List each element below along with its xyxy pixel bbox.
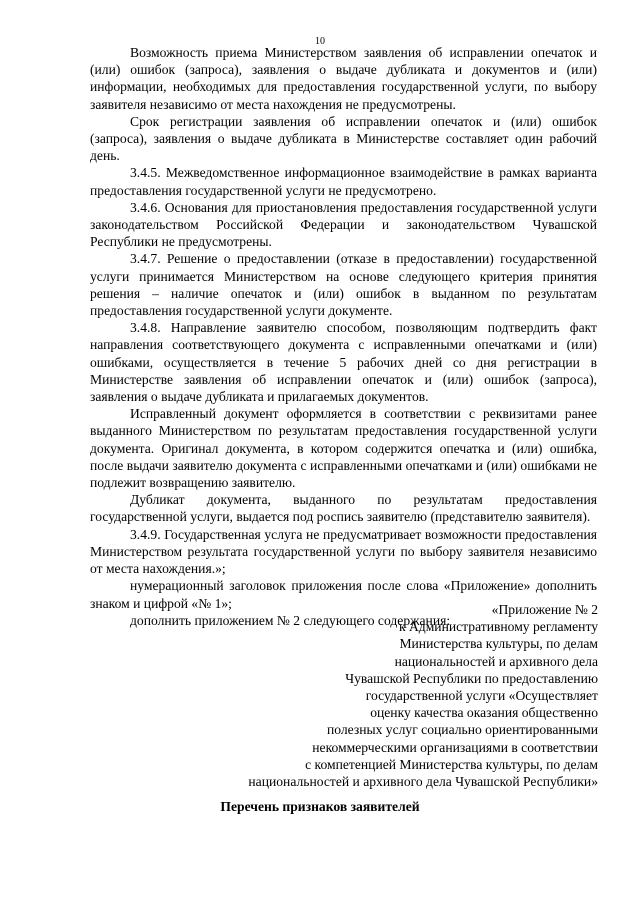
appendix-header xyxy=(198,601,598,790)
page-number: 10 xyxy=(315,36,325,47)
paragraph: 3.4.8. Направление заявителю способом, позволяющим подтвердить факт направления соответствующего документа с исправленными опечатками и (или) ошибками, осуществляется в течение 5 рабочих дней со дня регистрации в Министерстве заявления об исправлении опечаток и (или) ошибок (запроса), заявления о выдаче дубликата и прилагаемых документов. xyxy=(90,320,597,405)
body-text xyxy=(90,44,597,629)
appendix-line: к Административному регламенту xyxy=(398,619,598,635)
appendix-line: полезных услуг социально ориентированными xyxy=(326,722,598,738)
paragraph: 3.4.7. Решение о предоставлении (отказе в предоставлении) государственной услуги принимается Министерством на основе следующего критерия принятия решения – наличие опечаток и (или) ошибок в выданном по результатам предоставления государственной услуги документе. xyxy=(90,251,597,319)
paragraph: Дубликат документа, выданного по результатам предоставления государственной услуги, выдается под роспись заявителю (представителю заявителя). xyxy=(90,492,597,525)
appendix-line: государственной услуги «Осуществляет xyxy=(365,688,598,704)
paragraph: Срок регистрации заявления об исправлении опечаток и (или) ошибок (запроса), заявления о выдаче дубликата в Министерстве составляет один рабочий день. xyxy=(90,113,597,164)
paragraph: 3.4.5. Межведомственное информационное взаимодействие в рамках варианта предоставления государственной услуги не предусмотрено. xyxy=(90,165,597,198)
paragraph: Возможность приема Министерством заявления об исправлении опечаток и (или) ошибок (запроса), заявления о выдаче дубликата и документов и (или) информации, необходимых для предоставления государственной услуги, по выбору заявителя независимо от места нахождения не предусмотрены. xyxy=(90,45,597,112)
appendix-line: некоммерческими организациями в соответствии xyxy=(312,739,598,755)
section-heading: Перечень признаков заявителей xyxy=(220,799,420,814)
paragraph: 3.4.9. Государственная услуга не предусматривает возможности предоставления Министерством результата государственной услуги по выбору заявителя независимо от места нахождения.»; xyxy=(90,526,597,577)
paragraph: дополнить приложением № 2 следующего содержания: xyxy=(130,612,451,628)
appendix-line: оценку качества оказания общественно xyxy=(370,705,598,721)
appendix-line: Чувашской Республики по предоставлению xyxy=(345,670,598,686)
appendix-line: национальностей и архивного дела Чувашской Республики» xyxy=(248,774,598,790)
paragraph: нумерационный заголовок приложения после слова «Приложение» дополнить знаком и цифрой «№ 1»; xyxy=(90,578,597,611)
appendix-line: с компетенцией Министерства культуры, по делам xyxy=(305,756,598,772)
appendix-line: национальностей и архивного дела xyxy=(394,653,598,669)
paragraph: 3.4.6. Основания для приостановления предоставления государственной услуги законодательством Российской Федерации и законодательством Чувашской Республики не предусмотрены. xyxy=(90,199,597,250)
appendix-line: Министерства культуры, по делам xyxy=(399,636,598,652)
appendix-line: «Приложение № 2 xyxy=(491,602,598,617)
paragraph: Исправленный документ оформляется в соответствии с реквизитами ранее выданного Министерством по результатам предоставления государственной услуги документа. Оригинал документа, в котором содержится опечатка и (или) ошибка, после выдачи заявителю документа с исправленными опечатками и (или) ошибками не подлежит возвращению заявителю. xyxy=(90,406,597,491)
